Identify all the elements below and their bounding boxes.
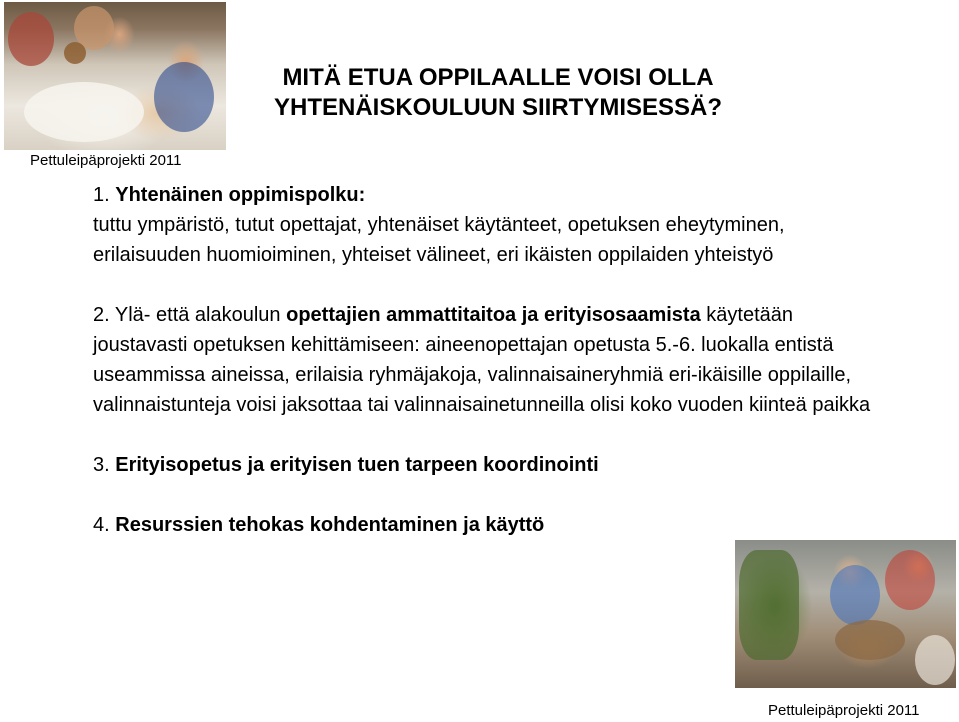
point-3	[93, 450, 733, 480]
point-1-body: tuttu ympäristö, tutut opettajat, yhtenäiset käytänteet, opetuksen eheytyminen, erilaisuuden huomioiminen, yhteiset välineet, eri ikäisten oppilaiden yhteistyö	[93, 214, 785, 266]
point-heading: Resurssien tehokas kohdentaminen ja käyttö	[115, 514, 545, 536]
point-2-post: käytetään joustavasti opetuksen kehittämiseen: aineenopettajan opetusta 5.-6. luokalla entistä useammissa aineissa, erilaisia ryhmäjakoja, valinnaisaineryhmiä eri-ikäisille oppilaille, valinnaistunteja voisi jaksottaa tai valinnaisainetunneilla olisi koko vuoden kiinteä paikka	[93, 304, 871, 416]
title-line-1: MITÄ ETUA OPPILAALLE VOISI OLLA	[282, 64, 714, 91]
point-number: 2.	[93, 304, 110, 326]
content-list	[93, 180, 893, 540]
point-1-heading	[93, 180, 893, 210]
point-number: 4.	[93, 514, 110, 536]
photo-bowl-shape	[64, 42, 86, 64]
point-2	[93, 300, 893, 420]
point-heading: Erityisopetus ja erityisen tuen tarpeen koordinointi	[115, 454, 599, 476]
point-number: 1.	[93, 184, 110, 206]
photo-cloth-shape	[24, 82, 144, 142]
photo-figure-shape	[8, 12, 54, 66]
point-2-bold: opettajien ammattitaitoa ja erityisosaamista	[286, 304, 701, 326]
point-heading: Yhtenäinen oppimispolku:	[115, 184, 366, 206]
bottom-photo	[735, 540, 956, 688]
page-title	[238, 63, 758, 123]
bottom-photo-caption: Pettuleipäprojekti 2011	[768, 702, 920, 719]
point-4	[93, 510, 733, 540]
title-line-2: YHTENÄISKOULUUN SIIRTYMISESSÄ?	[273, 94, 723, 121]
photo-figure-shape	[915, 635, 955, 685]
top-photo	[4, 2, 226, 150]
photo-figure-shape	[739, 550, 799, 660]
point-2-pre: Ylä- että alakoulun	[114, 304, 281, 326]
photo-figure-shape	[885, 550, 935, 610]
top-photo-caption: Pettuleipäprojekti 2011	[30, 152, 182, 169]
photo-bowl-shape	[835, 620, 905, 660]
photo-figure-shape	[830, 565, 880, 625]
photo-figure-shape	[154, 62, 214, 132]
point-number: 3.	[93, 454, 110, 476]
